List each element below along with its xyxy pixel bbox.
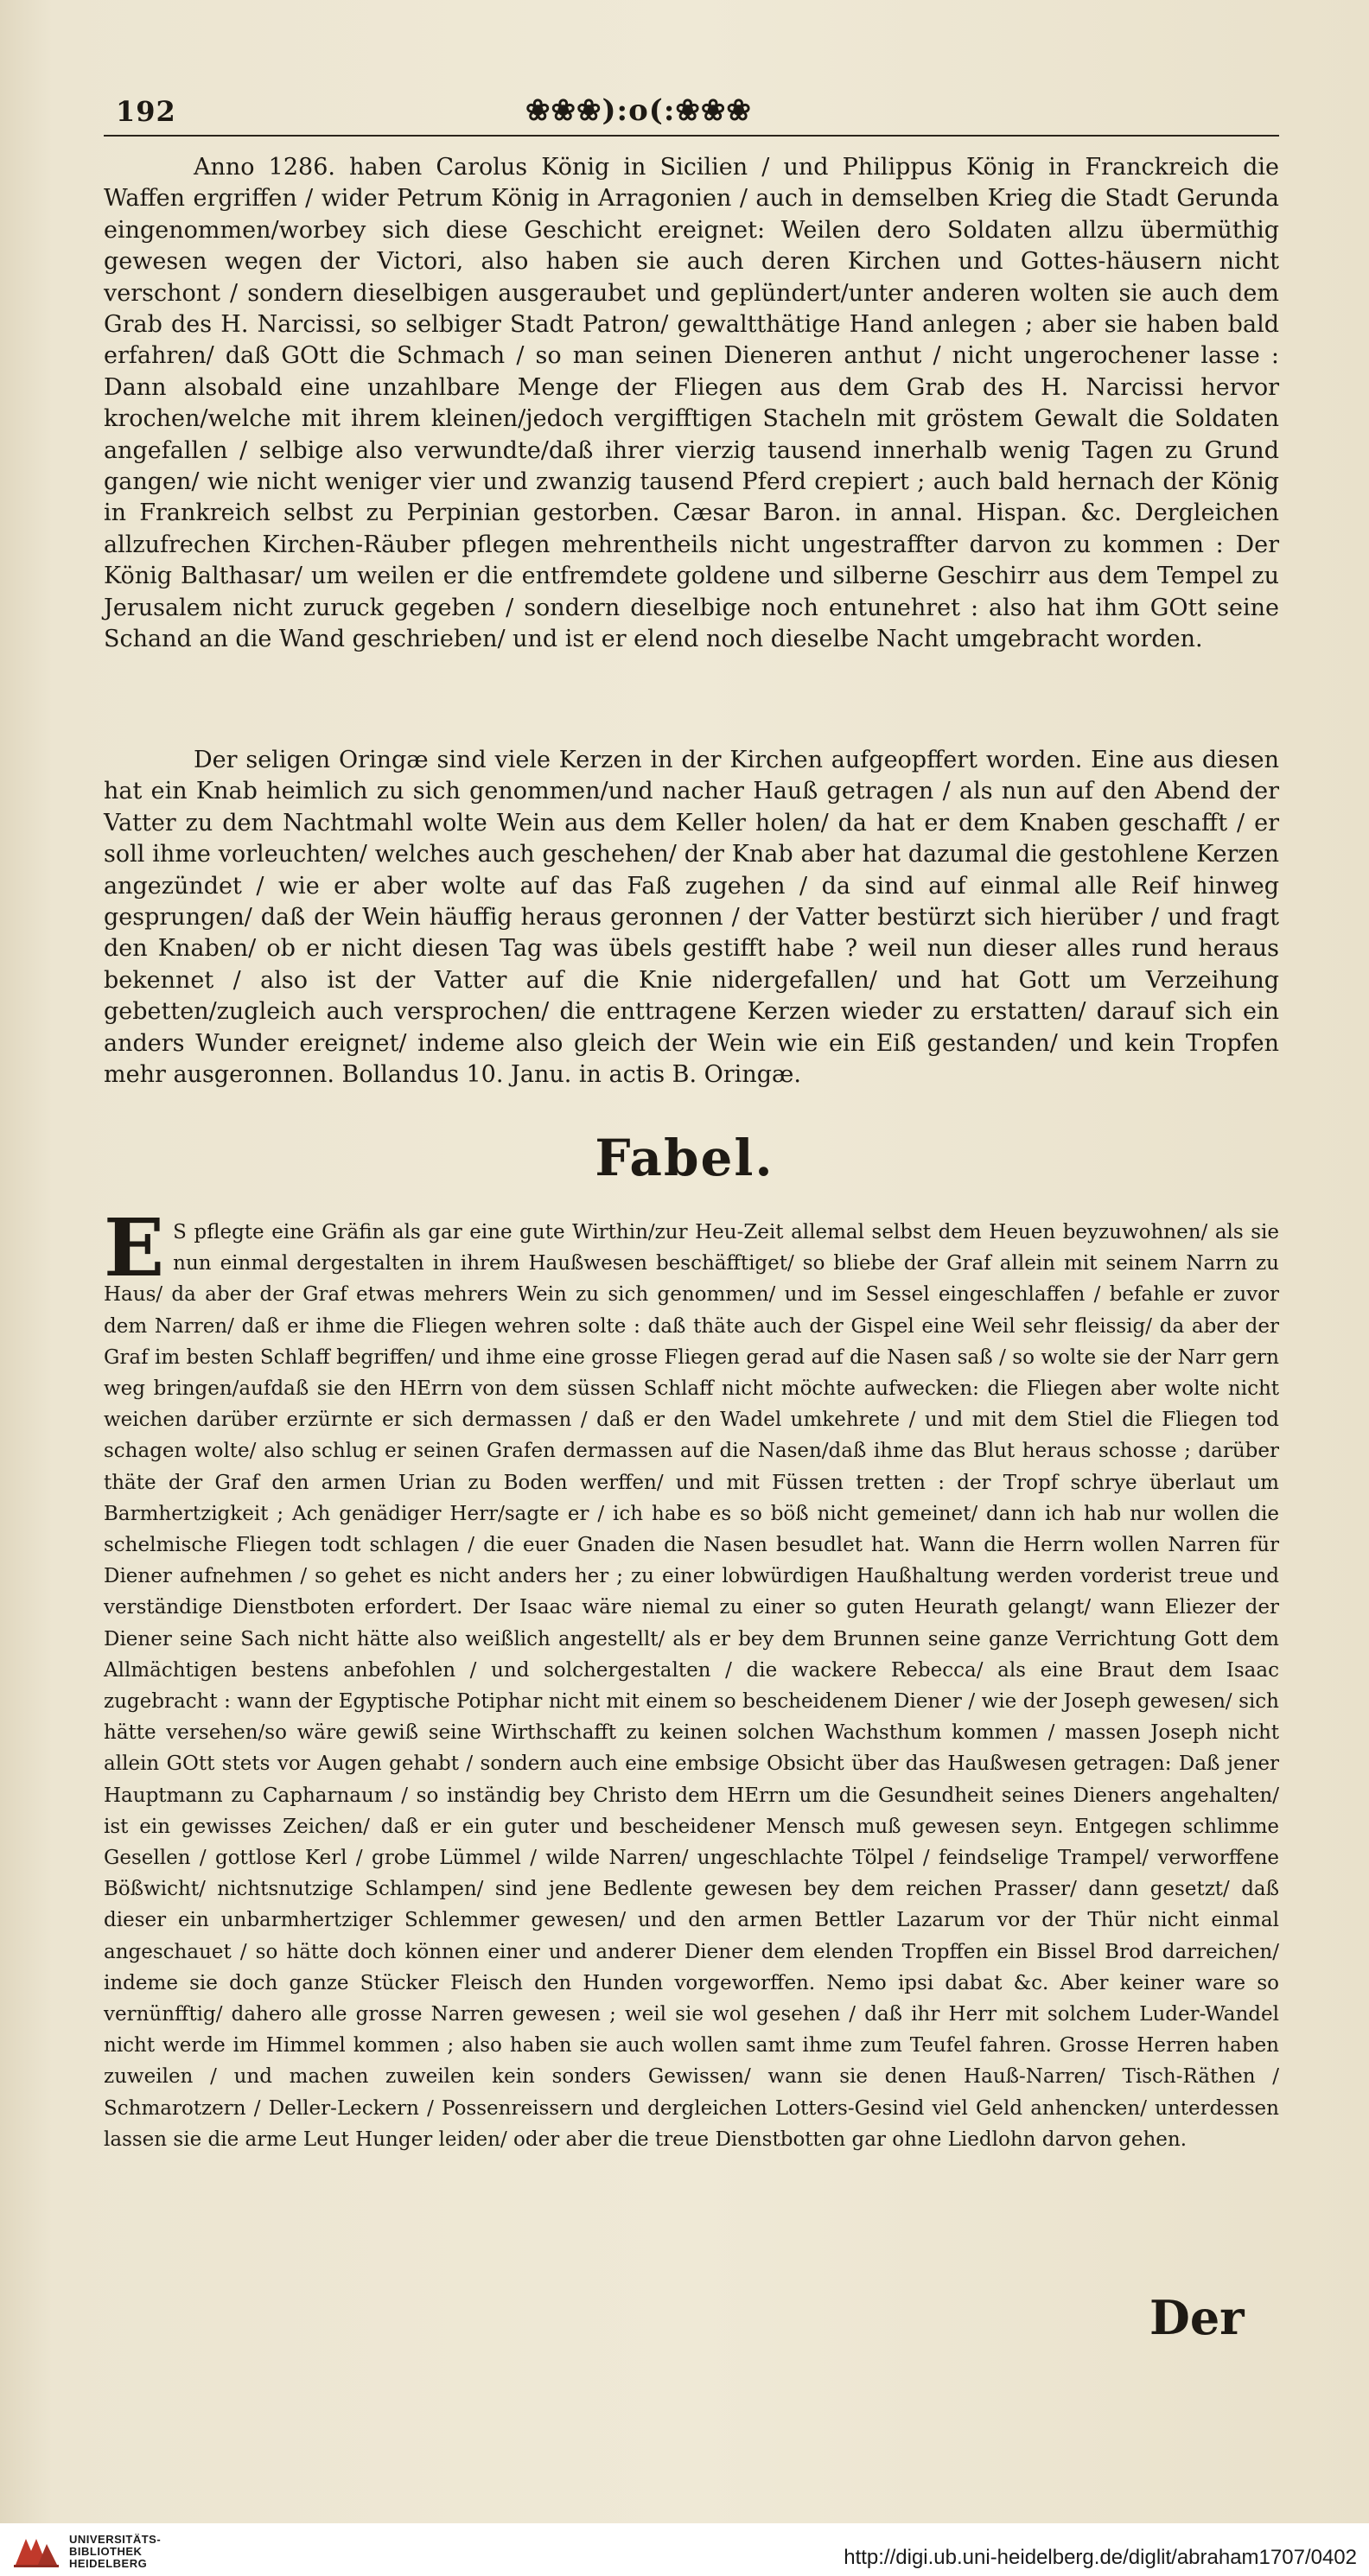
source-url-link[interactable]: http://digi.ub.uni-heidelberg.de/diglit/abraham1707/0402 — [844, 2546, 1357, 2569]
header-rule — [104, 135, 1279, 137]
institution-line: UNIVERSITÄTS- — [69, 2533, 162, 2546]
fabel-paragraph — [104, 1201, 1279, 2155]
fabel-heading: Fabel. — [595, 1129, 774, 1187]
page-header — [104, 93, 1279, 145]
institution-name — [69, 2534, 161, 2570]
page-number: 192 — [116, 95, 176, 128]
paragraph-anno-1286: Anno 1286. haben Carolus König in Sicilien / und Philippus König in Franckreich die Waffen ergriffen / wider Petrum König in Arragonien / auch in demselben Krieg die Stadt Gerunda eingenommen/worbey sich diese Geschicht ereignet: Weilen dero Soldaten allzu übermüthig gewesen wegen der Victori, also haben sie auch deren Kirchen und Gottes-häusern nicht verschont / sondern dieselbigen ausgeraubet und geplündert/unter anderen wolten sie auch dem Grab des H. Narcissi, so selbiger Stadt Patron/ gewaltthätige Hand anlegen ; aber sie haben bald erfahren/ daß GOtt die Schmach / so man seinen Dieneren anthut / nicht ungerochener lasse : Dann alsobald eine unzahlbare Menge der Fliegen aus dem Grab des H. Narcissi hervor krochen/welche mit ihrem kleinen/jedoch vergifftigen Stacheln mit gröstem Gewalt die Soldaten angefallen / selbige also verwundte/daß ihrer vierzig tausend innerhalb wenig Tagen zu Grund gangen/ wie nicht weniger vier und zwanzig tausend Pferd crepiert ; auch bald hernach der König in Frankreich selbst zu Perpinian gestorben. Cæsar Baron. in annal. Hispan. &c. Dergleichen allzufrechen Kirchen-Räuber pflegen mehrentheils nicht ungestraffter darvon zu kommen : Der König Balthasar/ um weilen er die entfremdete goldene und silberne Geschirr aus dem Tempel zu Jerusalem nicht zuruck gegeben / sondern dieselbige noch entunehret : also hat ihm GOtt seine Schand an die Wand geschrieben/ und ist er elend noch dieselbe Nacht umgebracht worden. — [104, 154, 1279, 653]
drop-cap: E — [104, 1201, 165, 1294]
header-ornament: ❀❀❀):o(:❀❀❀ — [525, 93, 752, 128]
institution-line: BIBLIOTHEK — [69, 2545, 143, 2558]
library-footer — [0, 2523, 1369, 2576]
fabel-text: S pflegte eine Gräfin als gar eine gute Wirthin/zur Heu-Zeit allemal selbst dem Heuen beyzuwohnen/ als sie nun einmal dergestalten in ihrem Haußwesen beschäfftiget/ so bliebe der Graf allein mit seinem Narrn zu Haus/ da aber der Graf etwas mehrers Wein zu sich genommen/ und im Sessel eingeschlaffen / befahle er zuvor dem Narren/ daß er ihme die Fliegen wehren solte : daß thäte auch der Gispel eine Weil sehr fleissig/ da aber der Graf im besten Schlaff begriffen/ und ihme eine grosse Fliegen gerad auf die Nasen saß / so wolte sie der Narr gern weg bringen/aufdaß sie den HErrn von dem süssen Schlaff nicht möchte aufwecken: die Fliegen aber wolte nicht weichen darüber erzürnte er sich dermassen / daß er den Wadel umkehrete / und mit dem Stiel die Fliegen tod schagen wolte/ also schlug er seinen Grafen dermassen auf die Nasen/daß ihme das Blut heraus schosse ; darüber thäte der Graf den armen Urian zu Boden werffen/ und mit Füssen tretten : der Tropf schrye überlaut um Barmhertzigkeit ; Ach genädiger Herr/sagte er / ich habe es so böß nicht gemeinet/ dann ich hab nur wollen die schelmische Fliegen todt schlagen / die euer Gnaden die Nasen besudlet hat. Wann die Herrn wollen Narren für Diener aufnehmen / so gehet es nicht anders her ; zu einer lobwürdigen Haußhaltung werden vorderist treue und verständige Dienstboten erfordert. Der Isaac wäre niemal zu einer so guten Heurath gelangt/ wann Eliezer der Diener seine Sach nicht hätte also weißlich angestellt/ als er bey dem Brunnen seine ganze Verrichtung Gott dem Allmächtigen bestens anbefohlen / und solchergestalten / die wackere Rebecca/ als eine Braut dem Isaac zugebracht : wann der Egyptische Potiphar nicht mit einem so bescheidenem Diener / wie der Joseph gewesen/ sich hätte versehen/so wäre gewiß seine Wirthschafft zu keinen solchen Wachsthum kommen / massen Joseph nicht allein GOtt stets vor Augen gehabt / sondern auch eine embsige Obsicht über das Haußwesen getragen: Daß jener Hauptmann zu Capharnaum / so inständig bey Christo dem HErrn um die Gesundheit seines Dieners angehalten/ ist ein gewisses Zeichen/ daß er ein guter und bescheidener Mensch muß gewesen seyn. Entgegen schlimme Gesellen / gottlose Kerl / grobe Lümmel / wilde Narren/ ungeschlachte Tölpel / feindselige Trampel/ verworffene Bößwicht/ nichtsnutzige Schlampen/ sind jene Bedlente gewesen bey dem reichen Prasser/ dann gesetzt/ daß dieser ein unbarmhertziger Schlemmer gewesen/ und den armen Bettler Lazarum vor der Thür nicht einmal angeschauet / so hätte doch können einer und anderer Diener dem elenden Tropffen ein Bissel Brod darreichen/ indeme sie doch ganze Stücker Fleisch den Hunden vorgeworffen. Nemo ipsi dabat &c. Aber keiner ware so vernünfftig/ dahero alle grosse Narren gewesen ; weil sie wol gesehen / daß ihr Herr mit solchem Luder-Wandel nicht werde im Himmel kommen ; also haben sie auch wollen samt ihme zum Teufel fahren. Grosse Herren haben zuweilen / und machen zuweilen kein sonders Gewissen/ wann sie denen Hauß-Narren/ Tisch-Räthen / Schmarotzern / Deller-Leckern / Possenreissern und dergleichen Lotters-Gesind viel Geld anhencken/ unterdessen lassen sie die arme Leut Hunger leiden/ oder aber die treue Dienstbotten gar ohne Liedlohn darvon gehen. — [104, 1221, 1279, 2151]
paragraph-oringae: Der seligen Oringæ sind viele Kerzen in der Kirchen aufgeopffert worden. Eine aus diesen hat ein Knab heimlich zu sich genommen/und nacher Hauß getragen / als nun auf den Abend der Vatter zu dem Nachtmahl wolte Wein aus dem Keller holen/ da hat er dem Knaben geschafft / er soll ihme vorleuchten/ welches auch geschehen/ der Knab aber hat dazumal die gestohlene Kerzen angezündet / wie er aber wolte auf das Faß zugehen / da sind auf einmal alle Reif hinweg gesprungen/ daß der Wein häuffig heraus geronnen / der Vatter bestürzt sich hierüber / und fragt den Knaben/ ob er nicht diesen Tag was übels gestifft habe ? weil nun dieser alles rund heraus bekennet / also ist der Vatter auf die Knie nidergefallen/ und hat Gott um Verzeihung gebetten/zugleich auch versprochen/ die enttragene Kerzen wieder zu erstatten/ darauf sich ein anders Wunder ereignet/ indeme also gleich der Wein wie ein Eiß gestanden/ und kein Tropfen mehr ausgeronnen. Bollandus 10. Janu. in actis B. Oringæ. — [104, 747, 1279, 1089]
institution-line: HEIDELBERG — [69, 2557, 148, 2570]
university-logo-icon — [12, 2534, 60, 2568]
catchword: Der — [1149, 2290, 1245, 2345]
